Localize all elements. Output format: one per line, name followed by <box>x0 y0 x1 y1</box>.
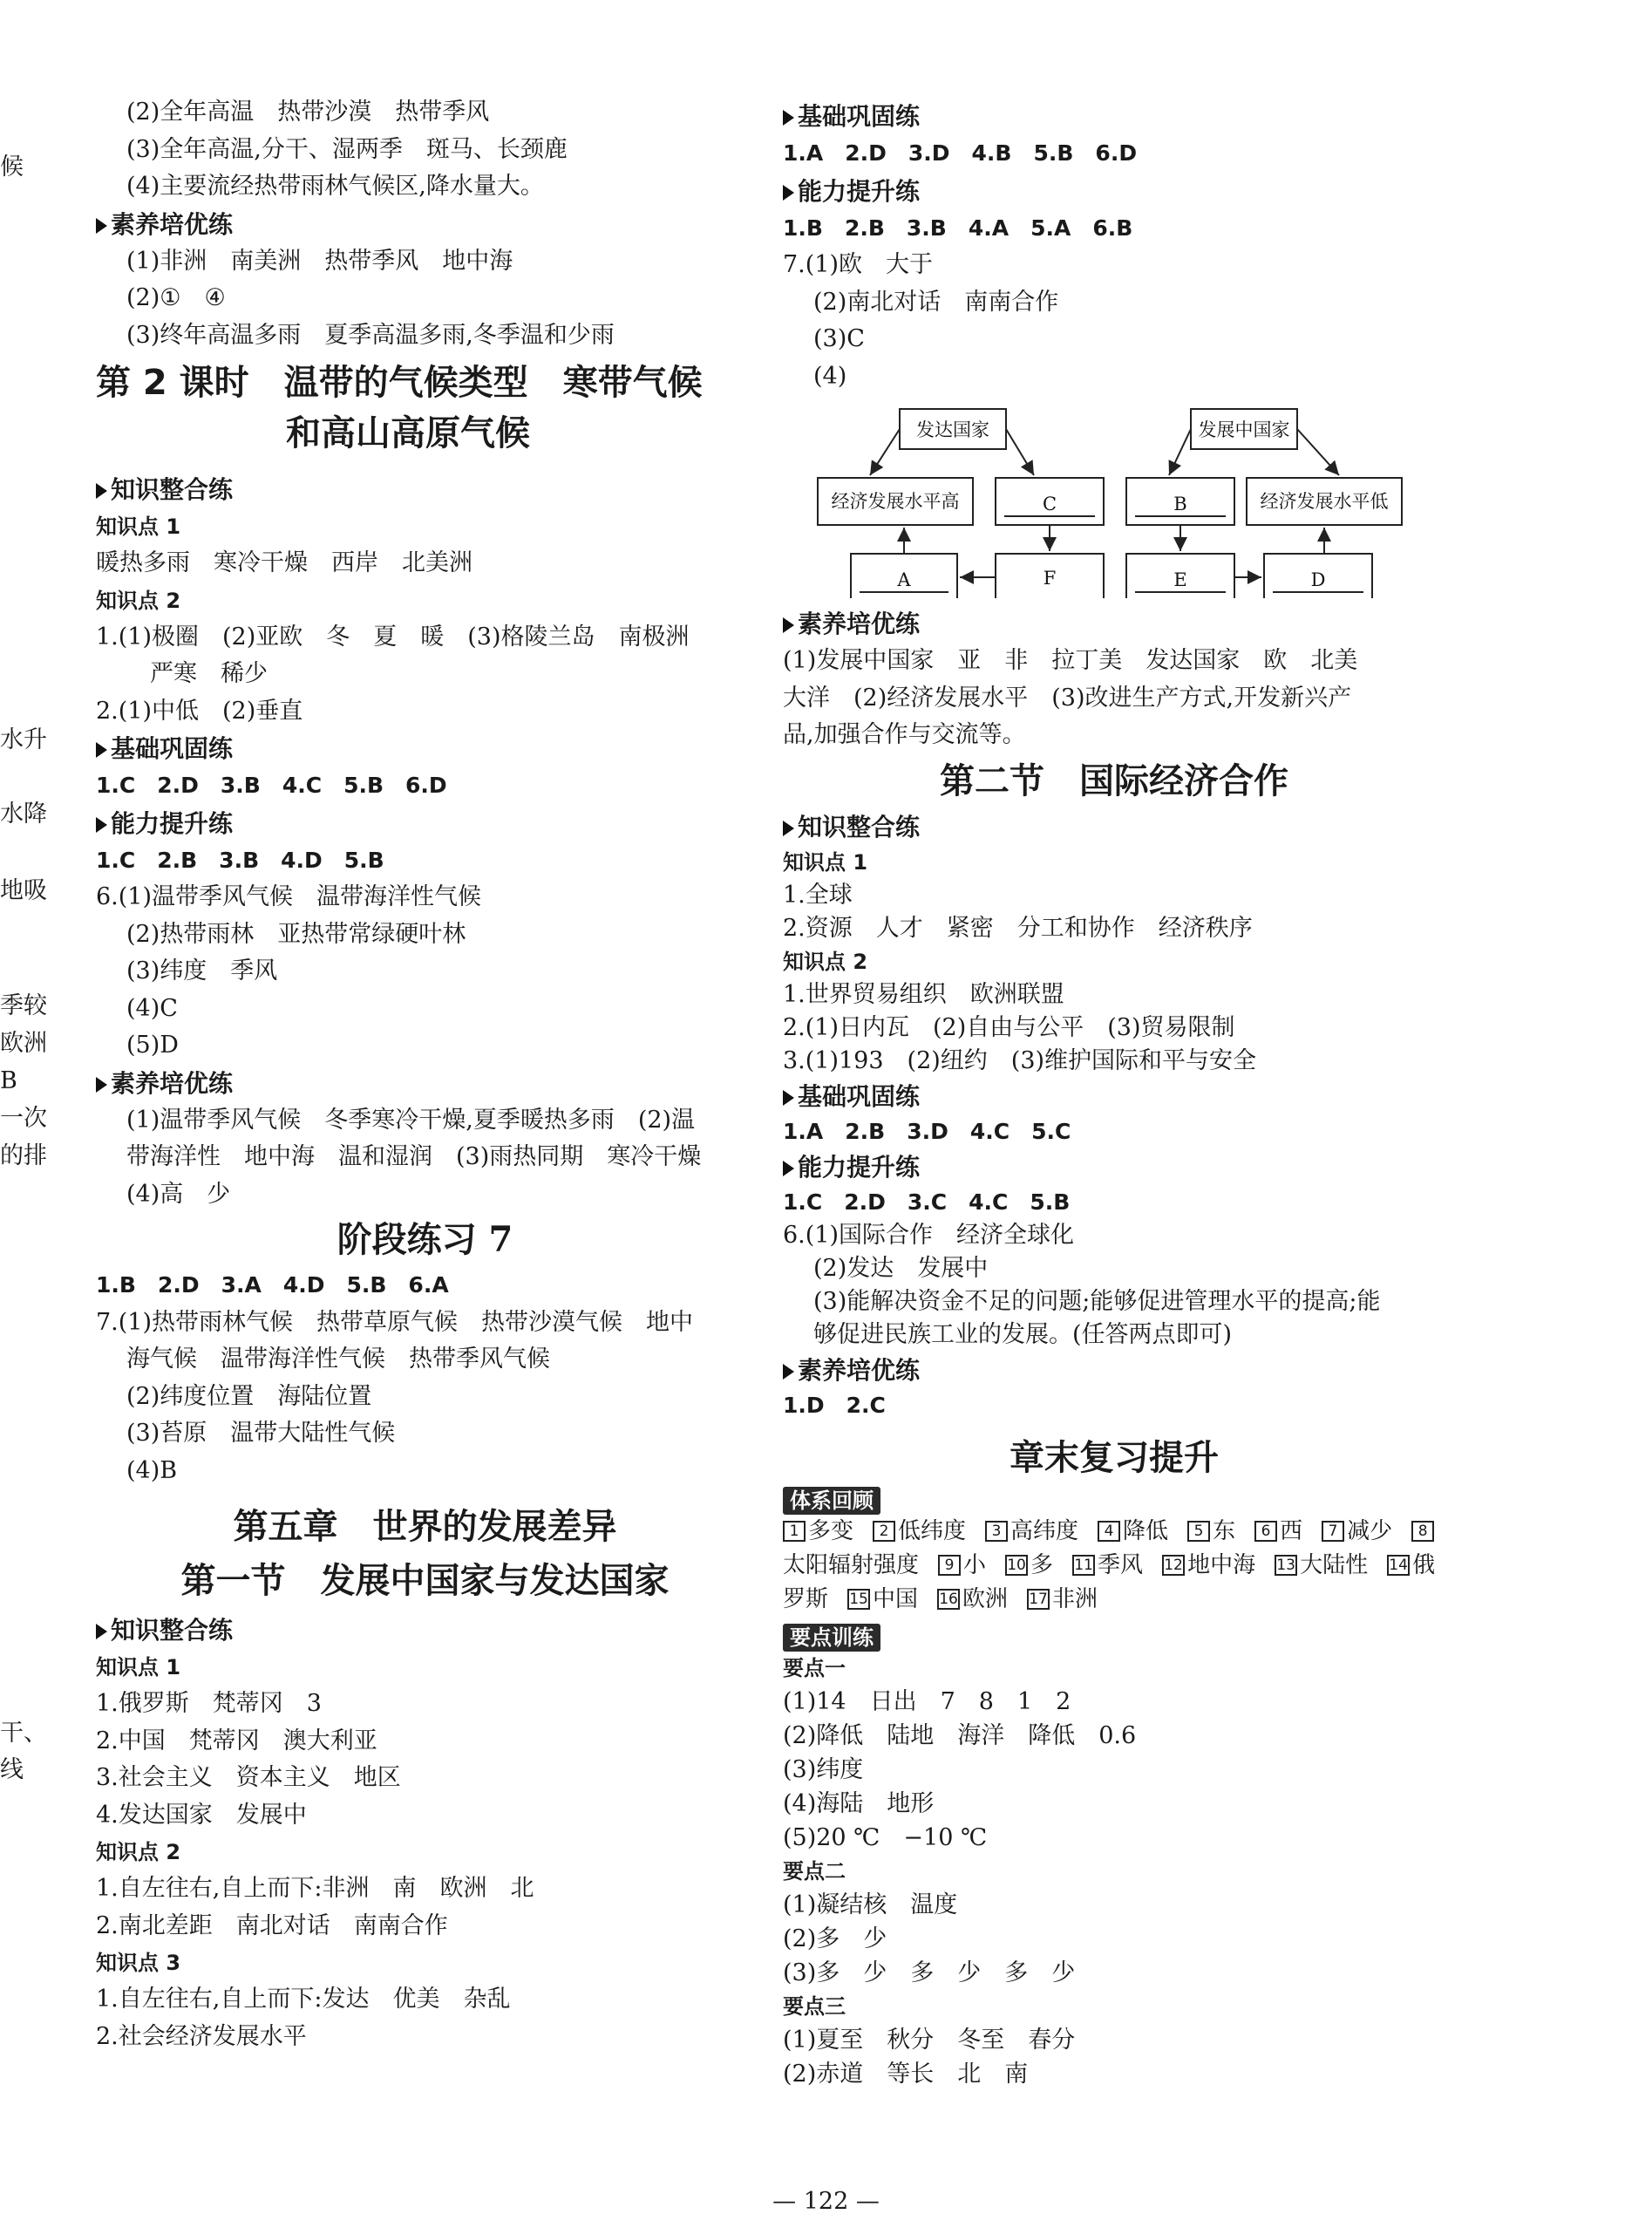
lesson-title-line2: 和高山高原气候 <box>286 413 530 453</box>
review-items <box>783 1515 1445 1617</box>
label-low-level: 经济发展水平低 <box>1260 491 1389 512</box>
label-d: D <box>1310 569 1326 590</box>
triangle-marker-icon <box>96 1624 107 1639</box>
triangle-marker-icon <box>783 110 794 126</box>
key-point-label: 要点一 <box>783 1655 846 1680</box>
answer-line: (2)① ④ <box>126 284 226 311</box>
section-heading <box>783 98 1445 135</box>
answer-line: (2)赤道 等长 北 南 <box>783 2060 1029 2088</box>
answer-line: (3)苔原 温带大陆性气候 <box>126 1420 396 1447</box>
answer-key-line: 1.C 2.D 3.C 4.C 5.B <box>783 1189 1071 1215</box>
answer-line: (2)降低 陆地 海洋 降低 0.6 <box>783 1721 1137 1749</box>
section-heading-text: 能力提升练 <box>798 176 921 206</box>
triangle-marker-icon <box>96 817 107 833</box>
review-item <box>1072 1552 1143 1578</box>
answer-line: 1.(1)极圈 (2)亚欧 冬 夏 暖 (3)格陵兰岛 南极洲 <box>96 623 690 651</box>
answer-line: (3)多 少 多 少 多 少 <box>783 1959 1076 1986</box>
answer-line: 7.(1)热带雨林气候 热带草原气候 热带沙漠气候 地中 <box>96 1308 694 1336</box>
answer-line: 严寒 稀少 <box>150 660 268 687</box>
review-item-number: 13 <box>1275 1555 1297 1576</box>
edge-fragment: 的排 <box>0 1142 47 1169</box>
development-flow-diagram <box>816 402 1409 598</box>
answer-line: (4)海陆 地形 <box>783 1789 935 1817</box>
triangle-marker-icon <box>96 742 107 758</box>
review-item-text: 小 <box>963 1551 987 1578</box>
review-item-text: 降低 <box>1123 1517 1169 1544</box>
review-item <box>985 1518 1078 1544</box>
answer-line: (4) <box>813 362 847 390</box>
knowledge-point-label: 知识点 1 <box>96 1655 181 1679</box>
answer-line: 够促进民族工业的发展。(任答两点即可) <box>813 1320 1233 1348</box>
answer-line: (2)热带雨林 亚热带常绿硬叶林 <box>126 920 466 948</box>
edge-fragment: 候 <box>0 153 24 181</box>
section-heading <box>96 805 754 842</box>
section-heading <box>783 1078 1445 1115</box>
stage-practice-title: 阶段练习 7 <box>337 1219 513 1260</box>
edge-fragment: 水升 <box>0 726 47 753</box>
answer-line: (3)C <box>813 325 865 352</box>
section-heading <box>783 1352 1445 1389</box>
knowledge-point-label: 知识点 1 <box>96 514 181 539</box>
label-high-level: 经济发展水平高 <box>831 491 960 512</box>
answer-line: (4)高 少 <box>126 1180 231 1208</box>
review-item-number: 17 <box>1027 1589 1050 1610</box>
edge-fragment: 一次 <box>0 1105 47 1132</box>
knowledge-point-label: 知识点 3 <box>96 1951 181 1975</box>
review-item-number: 2 <box>873 1521 895 1542</box>
section-heading-text: 基础巩固练 <box>798 102 921 131</box>
label-developed: 发达国家 <box>916 419 989 440</box>
review-item <box>1027 1586 1098 1612</box>
review-item-number: 1 <box>783 1521 806 1542</box>
label-a: A <box>897 569 911 590</box>
answer-line: (5)20 ℃ −10 ℃ <box>783 1823 988 1851</box>
answer-line: 3.社会主义 资本主义 地区 <box>96 1764 401 1791</box>
section-heading <box>783 173 1445 210</box>
answer-line: 1.世界贸易组织 欧洲联盟 <box>783 980 1064 1008</box>
answer-line: (2)全年高温 热带沙漠 热带季风 <box>126 99 490 126</box>
section-title: 第一节 发展中国家与发达国家 <box>180 1560 670 1601</box>
review-item <box>1275 1552 1368 1578</box>
knowledge-point-label: 知识点 2 <box>96 588 181 613</box>
answer-line: (1)凝结核 温度 <box>783 1891 958 1918</box>
triangle-marker-icon <box>783 185 794 201</box>
review-item-text: 俄罗斯 <box>783 1551 1436 1612</box>
edge-fragment: 干、 <box>0 1720 47 1747</box>
answer-line: (2)纬度位置 海陆位置 <box>126 1382 372 1410</box>
section-heading <box>783 605 1445 643</box>
section-heading-text: 知识整合练 <box>798 812 921 841</box>
answer-key-line: 1.C 2.D 3.B 4.C 5.B 6.D <box>96 773 447 798</box>
knowledge-point-label: 知识点 2 <box>783 949 868 974</box>
page-number: — 122 — <box>772 2188 880 2215</box>
key-points-tag: 要点训练 <box>783 1624 880 1652</box>
review-item-number: 12 <box>1162 1555 1185 1576</box>
review-item <box>1322 1518 1392 1544</box>
review-item <box>1098 1518 1168 1544</box>
label-b: B <box>1173 494 1187 514</box>
label-developing: 发展中国家 <box>1198 419 1290 440</box>
answer-line: 1.全球 <box>783 881 853 909</box>
answer-line: (2)多 少 <box>783 1925 887 1952</box>
review-item <box>1162 1552 1255 1578</box>
answer-line: (5)D <box>126 1032 179 1059</box>
answer-line: 2.中国 梵蒂冈 澳大利亚 <box>96 1727 377 1754</box>
review-item-text: 地中海 <box>1187 1551 1256 1578</box>
section-heading <box>96 1611 754 1649</box>
answer-line: (1)夏至 秋分 冬至 春分 <box>783 2026 1076 2054</box>
review-item-text: 高纬度 <box>1010 1517 1079 1544</box>
answer-key-line: 1.A 2.B 3.D 4.C 5.C <box>783 1118 1071 1144</box>
section-heading <box>96 1065 754 1102</box>
review-item-text: 中国 <box>873 1585 919 1612</box>
review-item-number: 11 <box>1072 1555 1095 1576</box>
review-item-text: 季风 <box>1098 1551 1144 1578</box>
answer-line: (1)非洲 南美洲 热带季风 地中海 <box>126 247 513 275</box>
answer-line: 4.发达国家 发展中 <box>96 1801 307 1829</box>
edge-fragment: B <box>0 1067 17 1094</box>
review-item-text: 非洲 <box>1052 1585 1098 1612</box>
section-heading-text: 素养培优练 <box>798 1355 921 1385</box>
answer-key-line: 1.A 2.D 3.D 4.B 5.B 6.D <box>783 140 1138 166</box>
answer-line: (4)主要流经热带雨林气候区,降水量大。 <box>126 173 544 200</box>
answer-line: (3)全年高温,分干、湿两季 斑马、长颈鹿 <box>126 135 568 163</box>
review-item <box>847 1586 918 1612</box>
lesson-title: 第 2 课时 温带的气候类型 寒带气候 <box>96 363 703 403</box>
answer-line: (4)C <box>126 994 178 1022</box>
section-heading-text: 素养培优练 <box>798 610 921 638</box>
edge-fragment: 水降 <box>0 801 47 828</box>
review-item-number: 16 <box>937 1589 960 1610</box>
answer-line: 2.社会经济发展水平 <box>96 2022 307 2050</box>
answer-line: 2.(1)日内瓦 (2)自由与公平 (3)贸易限制 <box>783 1013 1235 1041</box>
edge-fragment: 季较 <box>0 992 47 1019</box>
answer-line: (1)温带季风气候 冬季寒冷干燥,夏季暖热多雨 (2)温 <box>126 1106 696 1134</box>
review-item-text: 多 <box>1030 1551 1054 1578</box>
edge-fragment: 地吸 <box>0 877 47 904</box>
review-item-text: 欧洲 <box>962 1585 1009 1612</box>
answer-line: 7.(1)欧 大于 <box>783 251 934 278</box>
label-c: C <box>1042 494 1057 514</box>
triangle-marker-icon <box>96 218 107 234</box>
review-item <box>783 1518 853 1544</box>
section-heading-text: 基础巩固练 <box>111 734 234 763</box>
section-heading <box>96 730 754 767</box>
triangle-marker-icon <box>783 1090 794 1106</box>
review-item-number: 14 <box>1387 1555 1410 1576</box>
review-item-text: 东 <box>1213 1517 1236 1544</box>
section-heading <box>783 1148 1445 1186</box>
review-item-text: 减少 <box>1347 1517 1393 1544</box>
section-heading-text: 素养培优练 <box>111 1068 234 1098</box>
section-heading <box>96 206 754 243</box>
review-item-number: 8 <box>1411 1521 1434 1542</box>
answer-line: 6.(1)国际合作 经济全球化 <box>783 1221 1075 1249</box>
edge-fragment: 线 <box>0 1756 24 1783</box>
answer-line: (1)14 日出 7 8 1 2 <box>783 1687 1071 1715</box>
review-item <box>1005 1552 1053 1578</box>
answer-line: (4)B <box>126 1456 178 1484</box>
key-point-label: 要点三 <box>783 1993 846 2019</box>
answer-line: 带海洋性 地中海 温和湿润 (3)雨热同期 寒冷干燥 <box>126 1143 702 1170</box>
section-title: 第二节 国际经济合作 <box>940 760 1288 801</box>
edge-fragment: 欧洲 <box>0 1030 47 1057</box>
review-item-number: 6 <box>1254 1521 1277 1542</box>
chapter-review-title: 章末复习提升 <box>1010 1436 1219 1478</box>
review-item <box>1187 1518 1235 1544</box>
review-item-number: 9 <box>938 1555 961 1576</box>
review-item-text: 多变 <box>808 1517 854 1544</box>
answer-line: (3)能解决资金不足的问题;能够促进管理水平的提高;能 <box>813 1287 1381 1315</box>
triangle-marker-icon <box>96 1077 107 1093</box>
answer-key-line: 1.B 2.D 3.A 4.D 5.B 6.A <box>96 1272 449 1298</box>
answer-line: 大洋 (2)经济发展水平 (3)改进生产方式,开发新兴产 <box>783 684 1352 712</box>
answer-key-line: 1.C 2.B 3.B 4.D 5.B <box>96 847 384 873</box>
answer-line: 海气候 温带海洋性气候 热带季风气候 <box>126 1346 550 1373</box>
review-item <box>937 1586 1008 1612</box>
key-point-label: 要点二 <box>783 1858 846 1884</box>
answer-line: (2)南北对话 南南合作 <box>813 288 1059 316</box>
answer-line: 2.(1)中低 (2)垂直 <box>96 697 303 725</box>
triangle-marker-icon <box>783 617 794 633</box>
system-review-tag: 体系回顾 <box>783 1487 880 1515</box>
label-f: F <box>1043 568 1057 589</box>
review-item-number: 3 <box>985 1521 1008 1542</box>
review-item-text: 西 <box>1280 1517 1303 1544</box>
triangle-marker-icon <box>96 483 107 499</box>
review-item-number: 15 <box>847 1589 870 1610</box>
review-item-number: 10 <box>1005 1555 1028 1576</box>
answer-line: 6.(1)温带季风气候 温带海洋性气候 <box>96 883 482 910</box>
answer-line: 1.自左往右,自上而下:非洲 南 欧洲 北 <box>96 1875 534 1902</box>
review-item-text: 低纬度 <box>898 1517 967 1544</box>
answer-line: 3.(1)193 (2)纽约 (3)维护国际和平与安全 <box>783 1046 1257 1074</box>
review-item-text: 大陆性 <box>1300 1551 1369 1578</box>
knowledge-point-label: 知识点 2 <box>96 1840 181 1864</box>
section-heading-text: 知识整合练 <box>111 1616 234 1645</box>
answer-line: 2.南北差距 南北对话 南南合作 <box>96 1911 448 1939</box>
knowledge-point-label: 知识点 1 <box>783 849 868 875</box>
triangle-marker-icon <box>783 821 794 836</box>
triangle-marker-icon <box>783 1364 794 1380</box>
review-item-number: 5 <box>1187 1521 1210 1542</box>
review-item-number: 7 <box>1322 1521 1344 1542</box>
section-heading-text: 基础巩固练 <box>798 1081 921 1111</box>
answer-line: (3)纬度 季风 <box>126 957 278 984</box>
left-column <box>96 94 754 2055</box>
section-heading-text: 知识整合练 <box>111 475 234 504</box>
answer-key-line: 1.D 2.C <box>783 1392 886 1418</box>
label-e: E <box>1173 569 1187 590</box>
right-column <box>783 98 1445 2091</box>
answer-key-line: 1.B 2.B 3.B 4.A 5.A 6.B <box>783 215 1133 241</box>
answer-line: 1.俄罗斯 梵蒂冈 3 <box>96 1690 322 1717</box>
answer-line: (3)终年高温多雨 夏季高温多雨,冬季温和少雨 <box>126 321 615 349</box>
answer-line: 2.资源 人才 紧密 分工和协作 经济秩序 <box>783 914 1253 942</box>
section-heading-text: 素养培优练 <box>111 209 234 239</box>
review-item <box>938 1552 986 1578</box>
triangle-marker-icon <box>783 1161 794 1176</box>
answer-line: 1.自左往右,自上而下:发达 优美 杂乱 <box>96 1986 511 2013</box>
chapter-title: 第五章 世界的发展差异 <box>233 1507 617 1547</box>
review-item <box>873 1518 966 1544</box>
section-heading-text: 能力提升练 <box>111 808 234 838</box>
review-item-text: 太阳辐射强度 <box>783 1551 920 1578</box>
section-heading <box>783 808 1445 846</box>
review-item <box>1254 1518 1302 1544</box>
review-item-number: 4 <box>1098 1521 1120 1542</box>
answer-line: (1)发展中国家 亚 非 拉丁美 发达国家 欧 北美 <box>783 647 1358 674</box>
answer-line: 品,加强合作与交流等。 <box>783 721 1026 748</box>
answer-line: (3)纬度 <box>783 1755 864 1783</box>
section-heading <box>96 471 754 508</box>
answer-line: 暖热多雨 寒冷干燥 西岸 北美洲 <box>96 549 472 576</box>
answer-line: (2)发达 发展中 <box>813 1254 989 1282</box>
section-heading-text: 能力提升练 <box>798 1152 921 1182</box>
